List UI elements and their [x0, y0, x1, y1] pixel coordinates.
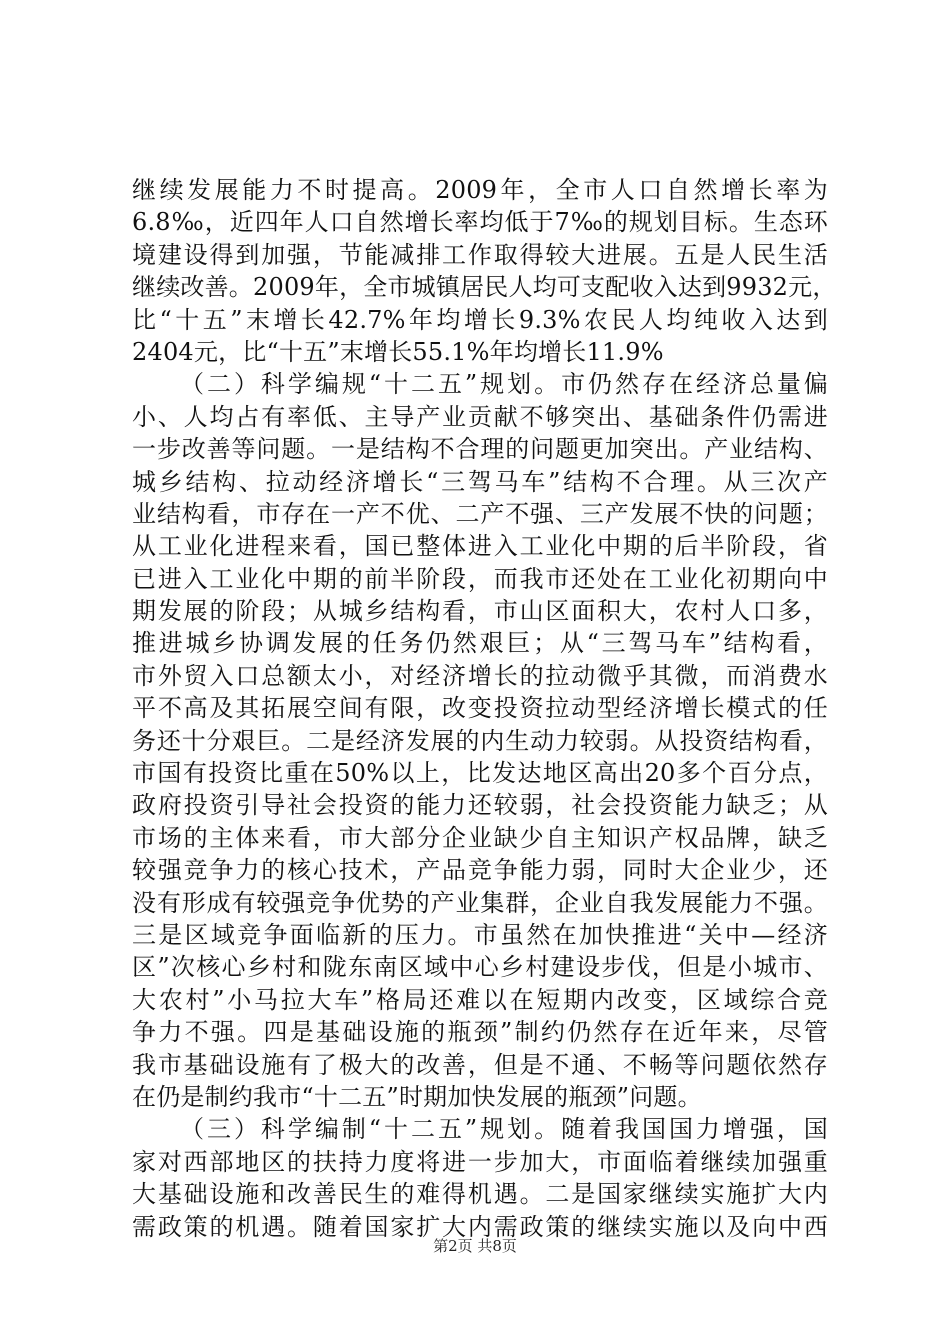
text-line: 城乡结构、拉动经济增长“三驾马车”结构不合理。从三次产	[132, 467, 828, 496]
text-line: 市外贸入口总额太小，对经济增长的拉动微乎其微，而消费水	[132, 661, 828, 690]
text-line: 在仍是制约我市“十二五”时期加快发展的瓶颈”问题。	[132, 1082, 702, 1111]
text-line: 区”次核心乡村和陇东南区域中心乡村建设步伐，但是小城市、	[132, 953, 828, 982]
text-line: 争力不强。四是基础设施的瓶颈”制约仍然存在近年来，尽管	[132, 1018, 828, 1047]
text-line: 境建设得到加强，节能减排工作取得较大进展。五是人民生活	[132, 240, 828, 269]
text-line: 家对西部地区的扶持力度将进一步加大，市面临着继续加强重	[132, 1147, 828, 1176]
text-line: （二）科学编规“十二五”规划。市仍然存在经济总量偏	[180, 370, 828, 399]
text-line: 从工业化进程来看，国已整体进入工业化中期的后半阶段，省	[132, 532, 828, 561]
text-line: 比“十五”末增长42.7%年均增长9.3%农民人均纯收入达到	[132, 305, 828, 334]
text-line: 平不高及其拓展空间有限，改变投资拉动型经济增长模式的任	[132, 694, 828, 723]
text-line: 政府投资引导社会投资的能力还较弱，社会投资能力缺乏；从	[132, 791, 828, 820]
text-line: 期发展的阶段；从城乡结构看，市山区面积大，农村人口多，	[132, 597, 828, 626]
text-line: 大基础设施和改善民生的难得机遇。二是国家继续实施扩大内	[132, 1180, 828, 1209]
text-line: （三）科学编制“十二五”规划。随着我国国力增强，国	[180, 1115, 828, 1144]
text-line: 三是区域竞争面临新的压力。市虽然在加快推进“关中—经济	[132, 920, 828, 949]
text-line: 2404元，比“十五”末增长55.1%年均增长11.9%	[132, 337, 664, 366]
text-line: 小、人均占有率低、主导产业贡献不够突出、基础条件仍需进	[132, 402, 828, 431]
document-body	[132, 174, 837, 1243]
text-line: 推进城乡协调发展的任务仍然艰巨；从“三驾马车”结构看，	[132, 629, 828, 658]
text-line: 继续发展能力不时提高。2009年，全市人口自然增长率为	[132, 176, 828, 204]
text-line: 需政策的机遇。随着国家扩大内需政策的继续实施以及向中西	[132, 1212, 828, 1241]
text-line: 已进入工业化中期的前半阶段，而我市还处在工业化初期向中	[132, 564, 828, 593]
text-line: 市场的主体来看，市大部分企业缺少自主知识产权品牌，缺乏	[132, 823, 828, 852]
text-line: 6.8‰，近四年人口自然增长率均低于7‰的规划目标。生态环	[132, 208, 828, 237]
text-line: 业结构看，市存在一产不优、二产不强、三产发展不快的问题；	[132, 499, 828, 528]
text-line: 大农村”小马拉大车”格局还难以在短期内改变，区域综合竞	[132, 985, 828, 1014]
text-line: 我市基础设施有了极大的改善，但是不通、不畅等问题依然存	[132, 1050, 828, 1079]
text-line: 继续改善。2009年，全市城镇居民人均可支配收入达到9932元，	[132, 273, 837, 302]
text-line: 没有形成有较强竞争优势的产业集群，企业自我发展能力不强。	[132, 888, 828, 917]
text-line: 市国有投资比重在50%以上，比发达地区高出20多个百分点，	[132, 759, 828, 788]
page-footer: 第2页 共8页	[433, 1237, 517, 1255]
text-line: 一步改善等问题。一是结构不合理的问题更加突出。产业结构、	[132, 435, 828, 464]
text-line: 务还十分艰巨。二是经济发展的内生动力较弱。从投资结构看，	[132, 726, 828, 755]
text-line: 较强竞争力的核心技术，产品竞争能力弱，同时大企业少，还	[132, 856, 828, 885]
